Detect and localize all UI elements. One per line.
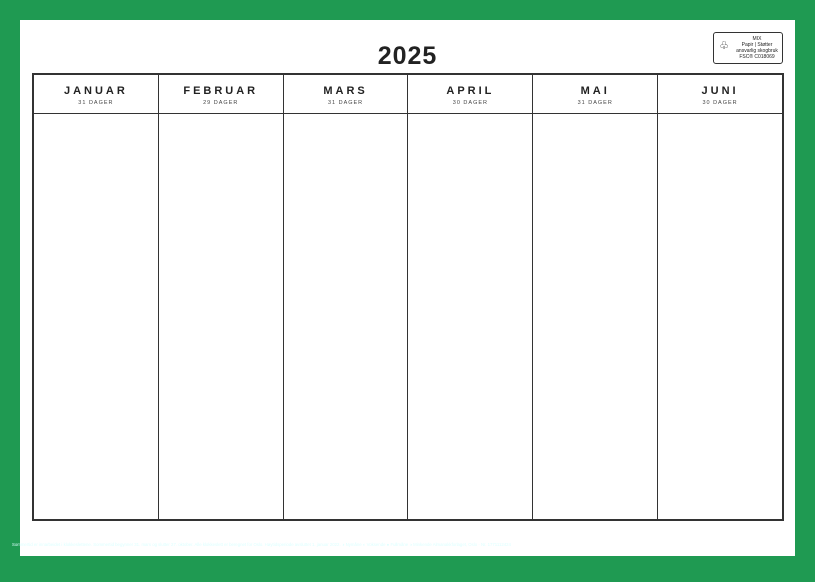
month-name: APRIL	[446, 85, 495, 97]
month-column-februar	[159, 75, 284, 519]
calendar-year: 2025	[377, 42, 438, 70]
month-header	[159, 75, 283, 114]
month-column-mai	[533, 75, 658, 519]
month-header	[408, 75, 532, 114]
month-header	[658, 75, 782, 114]
fsc-tree-icon: ♧	[719, 40, 729, 52]
month-grid	[32, 73, 784, 521]
month-day-count: 30 DAGER	[702, 100, 738, 106]
month-column-april	[408, 75, 533, 519]
month-day-count: 31 DAGER	[577, 100, 613, 106]
month-name: MARS	[323, 85, 368, 97]
month-name: MAI	[580, 85, 610, 97]
month-column-januar	[34, 75, 159, 519]
month-day-count: 31 DAGER	[327, 100, 364, 106]
month-day-count: 31 DAGER	[78, 100, 114, 106]
calendar-sheet	[20, 20, 795, 556]
month-column-mars	[284, 75, 409, 519]
month-header	[533, 75, 657, 114]
fsc-label: ♧ MIX Papir | Støtter ansvarlig skogbruk FSC® C018069	[713, 32, 783, 64]
month-header	[34, 75, 158, 114]
month-name: FEBRUAR	[183, 85, 259, 97]
month-header	[284, 75, 408, 114]
month-day-count: 29 DAGER	[203, 100, 239, 106]
footer-note: Sommertid er innarbeidet i klokkeslettene. Sommertid begynner 31. mars og slutter 27. oktober. Alle klokkeslett er beregnet for Oslo. Høytidsperiode avsluttet 1. januar 2022. ◑ Nymåne ◐ Voksende ● Fullmåne ◑ Minkende Almanakkforlaget, Oslo · Nr. 1771112424	[12, 542, 511, 547]
month-day-count: 30 DAGER	[452, 100, 488, 106]
month-name: JANUAR	[63, 85, 128, 97]
month-column-juni	[658, 75, 782, 519]
month-name: JUNI	[701, 85, 739, 97]
